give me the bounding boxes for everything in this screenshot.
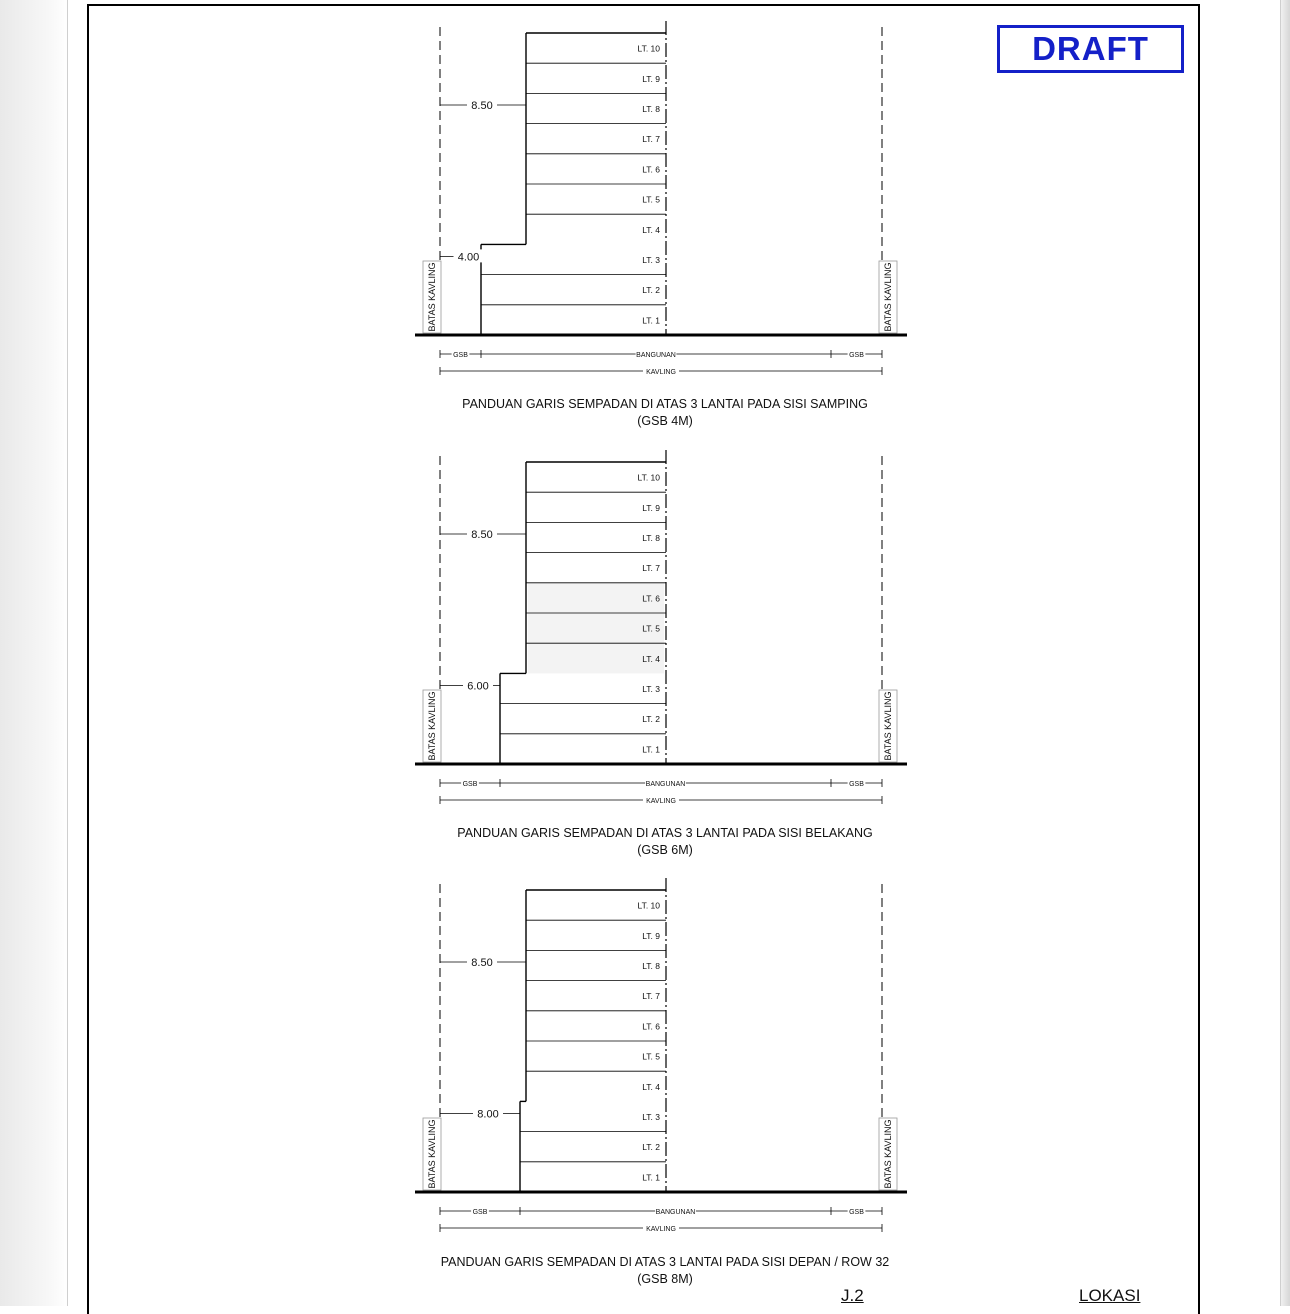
diagram-caption-side xyxy=(330,396,1000,430)
gsb-label: GSB xyxy=(472,1209,488,1216)
floor-label: LT. 3 xyxy=(642,255,660,265)
lot-label: KAVLING xyxy=(646,1226,676,1233)
lot-boundary-label: BATAS KAVLING xyxy=(883,1119,893,1189)
gsb-label: GSB xyxy=(453,352,468,359)
diagram-subtitle: (GSB 4M) xyxy=(637,414,693,428)
draft-stamp: DRAFT xyxy=(997,25,1184,73)
lot-boundary-label: BATAS KAVLING xyxy=(427,691,437,761)
lot-boundary-label: BATAS KAVLING xyxy=(427,1119,437,1189)
sheet-code: J.2 xyxy=(841,1286,864,1305)
floor-label: LT. 1 xyxy=(642,744,660,755)
floor-label: LT. 10 xyxy=(637,43,660,54)
lower-setback-value: 6.00 xyxy=(467,680,489,693)
floor-label: LT. 8 xyxy=(642,104,660,114)
diagram-title: PANDUAN GARIS SEMPADAN DI ATAS 3 LANTAI PADA SISI BELAKANG xyxy=(457,826,873,840)
floor-label: LT. 7 xyxy=(642,134,660,145)
floor-label: LT. 4 xyxy=(642,224,660,235)
floor-label: LT. 10 xyxy=(637,900,660,911)
diagram-subtitle: (GSB 8M) xyxy=(637,1272,693,1286)
gsb-label: GSB xyxy=(462,781,478,788)
floor-label: LT. 5 xyxy=(642,623,660,634)
lot-label: KAVLING xyxy=(646,369,676,376)
floor-label: LT. 2 xyxy=(642,285,660,296)
floor-label: LT. 1 xyxy=(642,1172,660,1183)
floor-label: LT. 5 xyxy=(642,1051,660,1062)
upper-setback-value: 8.50 xyxy=(471,957,493,969)
gsb-label: GSB xyxy=(849,781,864,788)
floor-label: LT. 2 xyxy=(642,714,660,725)
floor-label: LT. 6 xyxy=(642,1021,660,1032)
diagram-title: PANDUAN GARIS SEMPADAN DI ATAS 3 LANTAI PADA SISI DEPAN / ROW 32 xyxy=(440,1255,890,1269)
floor-label: LT. 5 xyxy=(642,194,660,205)
floor-label: LT. 9 xyxy=(642,930,660,941)
floor-label: LT. 9 xyxy=(642,502,660,513)
gsb-label: GSB xyxy=(849,352,864,359)
floor-label: LT. 7 xyxy=(642,563,660,574)
building-label: BANGUNAN xyxy=(645,781,686,788)
building-label: BANGUNAN xyxy=(655,1209,696,1216)
floor-label: LT. 1 xyxy=(642,315,660,326)
floor-label: LT. 8 xyxy=(642,533,660,543)
floor-label: LT. 10 xyxy=(637,472,660,483)
lot-boundary-label: BATAS KAVLING xyxy=(883,691,893,761)
upper-setback-value: 8.50 xyxy=(471,100,493,112)
gsb-label: GSB xyxy=(849,1209,864,1216)
floor-label: LT. 3 xyxy=(642,684,660,694)
diagram-caption-rear xyxy=(330,825,1000,859)
lower-setback-value: 8.00 xyxy=(477,1108,499,1121)
diagram-title: PANDUAN GARIS SEMPADAN DI ATAS 3 LANTAI PADA SISI SAMPING xyxy=(462,397,868,411)
floor-label: LT. 8 xyxy=(642,961,660,971)
floor-label: LT. 6 xyxy=(642,164,660,175)
diagram-caption-front xyxy=(330,1254,1000,1288)
diagram-subtitle: (GSB 6M) xyxy=(637,843,693,857)
building-label: BANGUNAN xyxy=(636,352,676,359)
floor-label: LT. 3 xyxy=(642,1112,660,1122)
upper-setback-value: 8.50 xyxy=(471,529,493,541)
sheet-title: LOKASI xyxy=(1079,1286,1141,1305)
lot-boundary-label: BATAS KAVLING xyxy=(427,262,437,332)
lower-setback-value: 4.00 xyxy=(457,251,480,264)
floor-label: LT. 9 xyxy=(642,73,660,84)
floor-label: LT. 2 xyxy=(642,1142,660,1153)
floor-label: LT. 7 xyxy=(642,991,660,1002)
floor-label: LT. 6 xyxy=(642,593,660,604)
lot-label: KAVLING xyxy=(646,798,676,805)
floor-label: LT. 4 xyxy=(642,1081,660,1092)
floor-label: LT. 4 xyxy=(642,653,660,664)
lot-boundary-label: BATAS KAVLING xyxy=(883,262,893,332)
